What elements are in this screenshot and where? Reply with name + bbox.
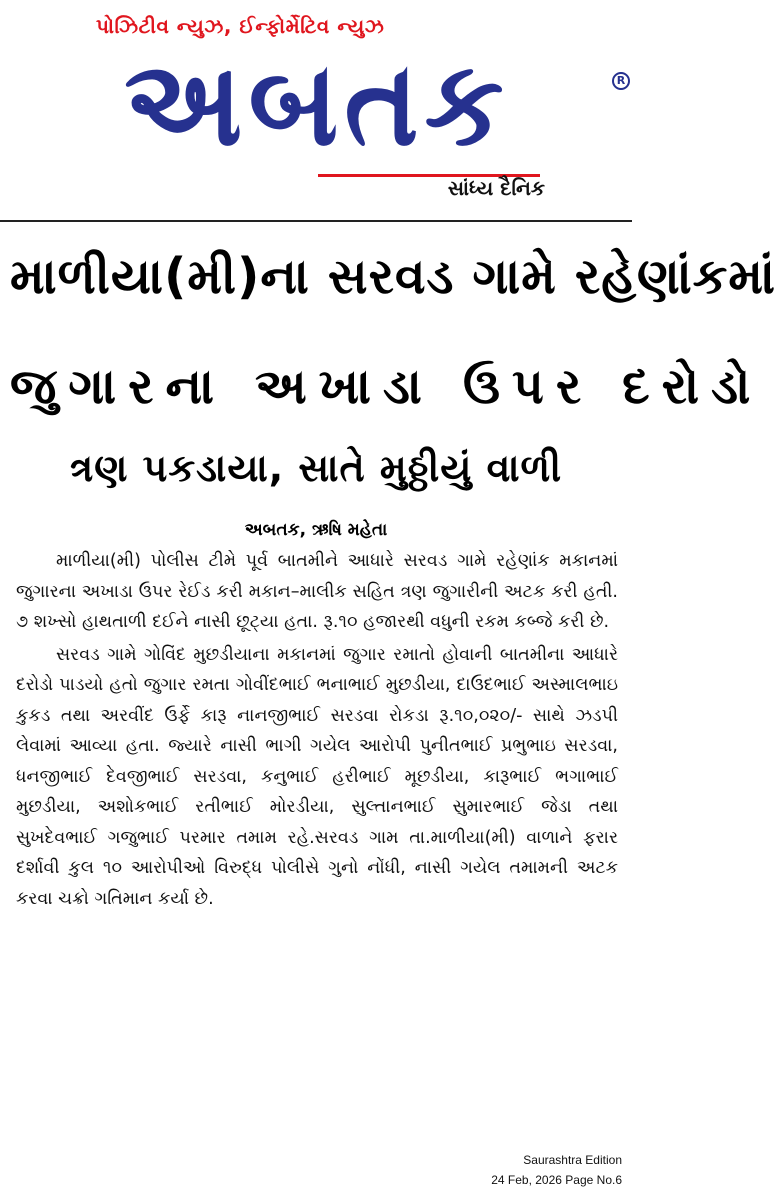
edition-info — [422, 1150, 622, 1190]
edition-name: Saurashtra Edition — [523, 1153, 622, 1167]
article-paragraph: સરવડ ગામે ગોવિંદ મુછડીયાના મકાનમાં જુગાર રમાતો હોવાની બાતમીના આધારે દરોડો પાડયો હતો જુગાર રમતા ગોવીંદભાઈ ભનાભાઈ મુછડીયા, દાઉદભાઈ અસ્માલભાઇ કુકડ તથા અરવીંદ ઉર્ફે કારૂ નાનજીભાઈ સરડવા રોકડા રૂ.૧૦,૦૨૦/- સાથે ઝડપી લેવામાં આવ્યા હતા. જ્યારે નાસી ભાગી ગયેલ આરોપી પુનીતભાઈ પ્રભુભાઇ સરડવા, ધનજીભાઈ દેવજીભાઈ સરડવા, કનુભાઈ હરીભાઈ મૂછડીયા, કારૂભાઈ ભગાભાઈ મુછડીયા, અશોકભાઈ રતીભાઈ મોરડીયા, સુલ્તાનભાઈ સુમારભાઈ જેડા તથા સુખદેવભાઈ ગજુભાઈ પરમાર તમામ રહે.સરવડ ગામ તા.માળીયા(મી) વાળાને ફરાર દર્શાવી કુલ ૧૦ આરોપીઓ વિરુદ્ધ પોલીસે ગુનો નોંધી, નાસી ગયેલ તમામની અટક કરવા ચક્રો ગતિમાન કર્યા છે. — [16, 644, 618, 909]
masthead-divider — [0, 220, 632, 222]
masthead — [0, 0, 632, 218]
article-paragraph: માળીયા(મી) પોલીસ ટીમે પૂર્વ બાતમીને આધારે સરવડ ગામે રહેણાંક મકાનમાં જુગારના અખાડા ઉપર રેઈડ કરી મકાન–માલીક સહિત ત્રણ જુગારીની અટક કરી હતી. ૭ શખ્સો હાથતાળી દઈને નાસી છૂટ્યા હતા. રૂ.૧૦ હજારથી વધુની રકમ કબ્જે કરી છે. — [16, 551, 618, 632]
masthead-tagline: પોઝિટીવ ન્યુઝ, ઈન્ફોર્મેટિવ ન્યુઝ — [96, 14, 385, 38]
logo-wordmark: અબતક — [124, 35, 510, 173]
headline-line-2: જુગારના અખાડા ઉપર દરોડો — [10, 358, 763, 415]
masthead-subtitle: સાંધ્ય દૈનિક — [447, 176, 545, 200]
newspaper-logo — [92, 35, 626, 174]
headline-line-1: માળીયા(મી)ના સરવડ ગામે રહેણાંકમાં — [10, 248, 776, 305]
registered-mark-icon: R — [612, 72, 630, 90]
byline: અબતક, ઋષિ મહેતા — [244, 520, 388, 540]
edition-date-page: 24 Feb, 2026 Page No.6 — [491, 1173, 622, 1187]
headline-line-3: ત્રણ પકડાયા, સાતે મુઠ્ઠીયું વાળી — [69, 446, 563, 490]
article-body — [16, 546, 618, 916]
